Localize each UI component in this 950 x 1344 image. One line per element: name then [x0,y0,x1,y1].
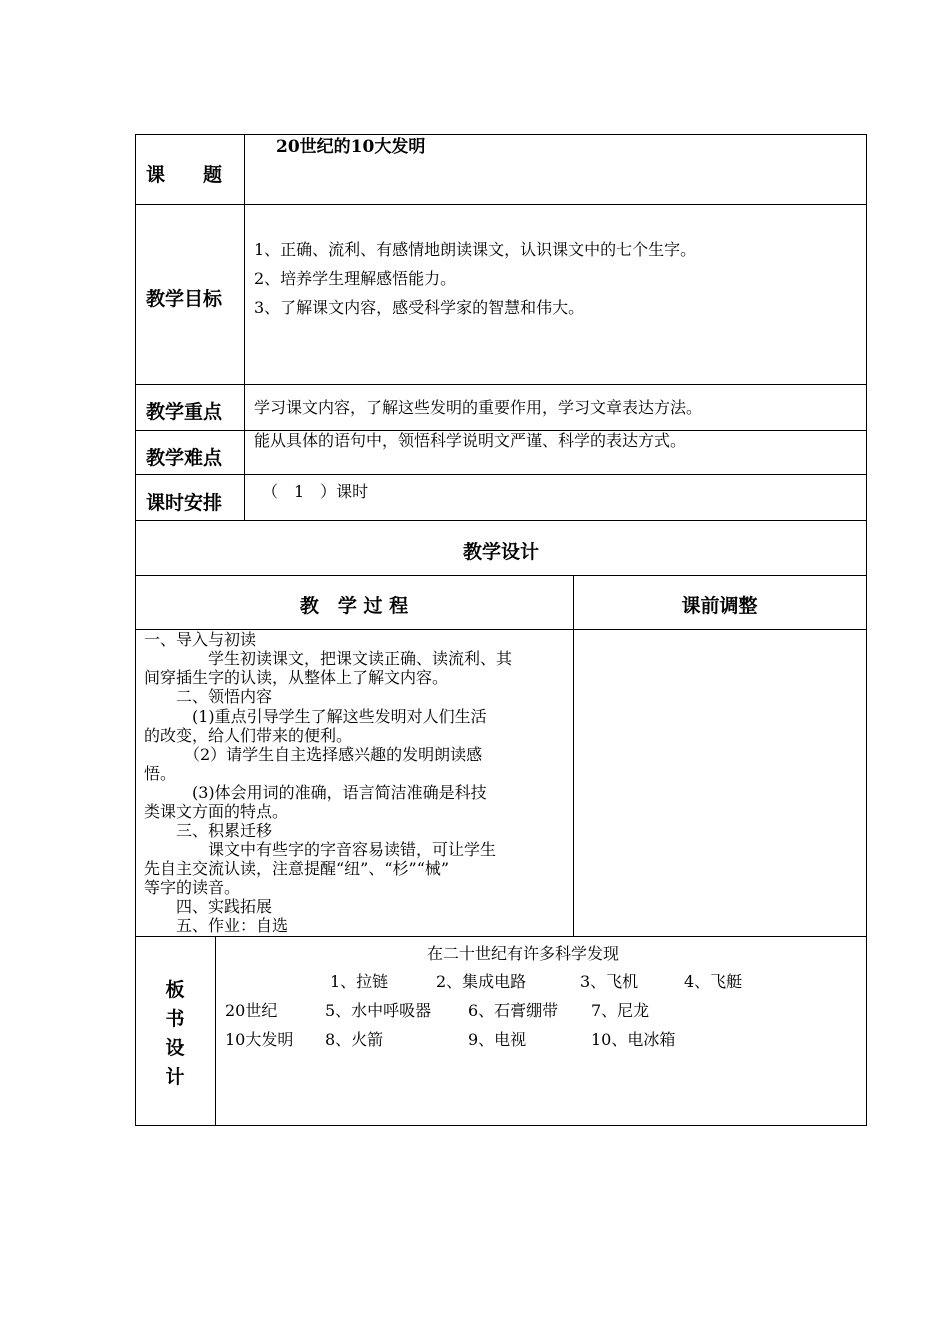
focus-text: 学习课文内容，了解这些发明的重要作用，学习文章表达方法。 [254,398,703,417]
process-line: 等字的读音。 [144,878,241,897]
board-item: 9、电视 [468,1030,527,1049]
board-label-char: 书 [165,1008,185,1030]
board-item: 2、集成电路 [436,972,527,991]
design-heading: 教学设计 [462,541,539,563]
process-line: 五、作业：自选 [144,916,289,935]
process-line: （2）请学生自主选择感兴趣的发明朗读感 [144,745,483,764]
board-label-char: 计 [165,1066,185,1088]
board-item: 10、电冰箱 [591,1030,676,1049]
board-label-char: 板 [165,979,185,1001]
lesson-title: 20世纪的10大发明 [276,137,426,157]
board-intro: 在二十世纪有许多科学发现 [427,944,620,963]
schedule-label: 课时安排 [146,492,223,514]
goal-item: 2、培养学生理解感悟能力。 [254,269,457,288]
board-item: 6、石膏绷带 [468,1001,559,1020]
row-divider [135,520,867,521]
board-item: 8、火箭 [325,1030,384,1049]
row-divider [135,575,867,576]
process-line: 间穿插生字的认读，从整体上了解文内容。 [144,668,449,687]
process-column-divider [573,575,574,936]
board-label-char: 设 [165,1037,185,1059]
process-line: 三、积累迁移 [144,821,273,840]
goal-item: 3、了解课文内容，感受科学家的智慧和伟大。 [254,298,585,317]
difficulty-label: 教学难点 [146,447,223,469]
board-item: 5、水中呼吸器 [325,1001,432,1020]
process-line: (3)体会用词的准确，语言简洁准确是科技 [144,783,487,802]
process-line: 四、实践拓展 [144,897,273,916]
board-item: 7、尼龙 [591,1001,650,1020]
process-line: 二、领悟内容 [144,687,273,706]
process-line: 一、导入与初读 [144,630,257,649]
table-border-right [866,134,867,1126]
process-line: 悟。 [144,764,177,783]
process-header: 教 学 过 程 [299,595,409,617]
board-item: 1、拉链 [330,972,389,991]
board-item: 3、飞机 [580,972,639,991]
process-line: 的改变，给人们带来的便利。 [144,726,353,745]
goals-label: 教学目标 [146,288,223,310]
process-line: 先自主交流认读，注意提醒“纽”、“杉”“械” [144,859,450,878]
difficulty-text: 能从具体的语句中，领悟科学说明文严谨、科学的表达方式。 [254,431,687,450]
process-line: (1)重点引导学生了解这些发明对人们生活 [144,707,487,726]
process-line: 学生初读课文，把课文读正确、读流利、其 [144,649,513,668]
title-label: 课 题 [146,164,223,186]
table-border-bottom [135,1125,867,1126]
goal-item: 1、正确、流利、有感情地朗读课文，认识课文中的七个生字。 [254,240,697,259]
board-column-divider [215,936,216,1125]
schedule-text: （ 1 ）课时 [262,482,369,501]
focus-label: 教学重点 [146,401,223,423]
board-item: 4、飞艇 [684,972,743,991]
adjust-header: 课前调整 [681,595,758,617]
process-line: 类课文方面的特点。 [144,802,289,821]
row-divider [135,936,867,937]
process-line: 课文中有些字的字音容易读错，可让学生 [144,840,497,859]
table-border-left [135,134,136,1126]
board-row-prefix: 10大发明 [225,1030,294,1049]
label-column-divider [244,134,245,520]
board-row-prefix: 20世纪 [225,1001,278,1020]
